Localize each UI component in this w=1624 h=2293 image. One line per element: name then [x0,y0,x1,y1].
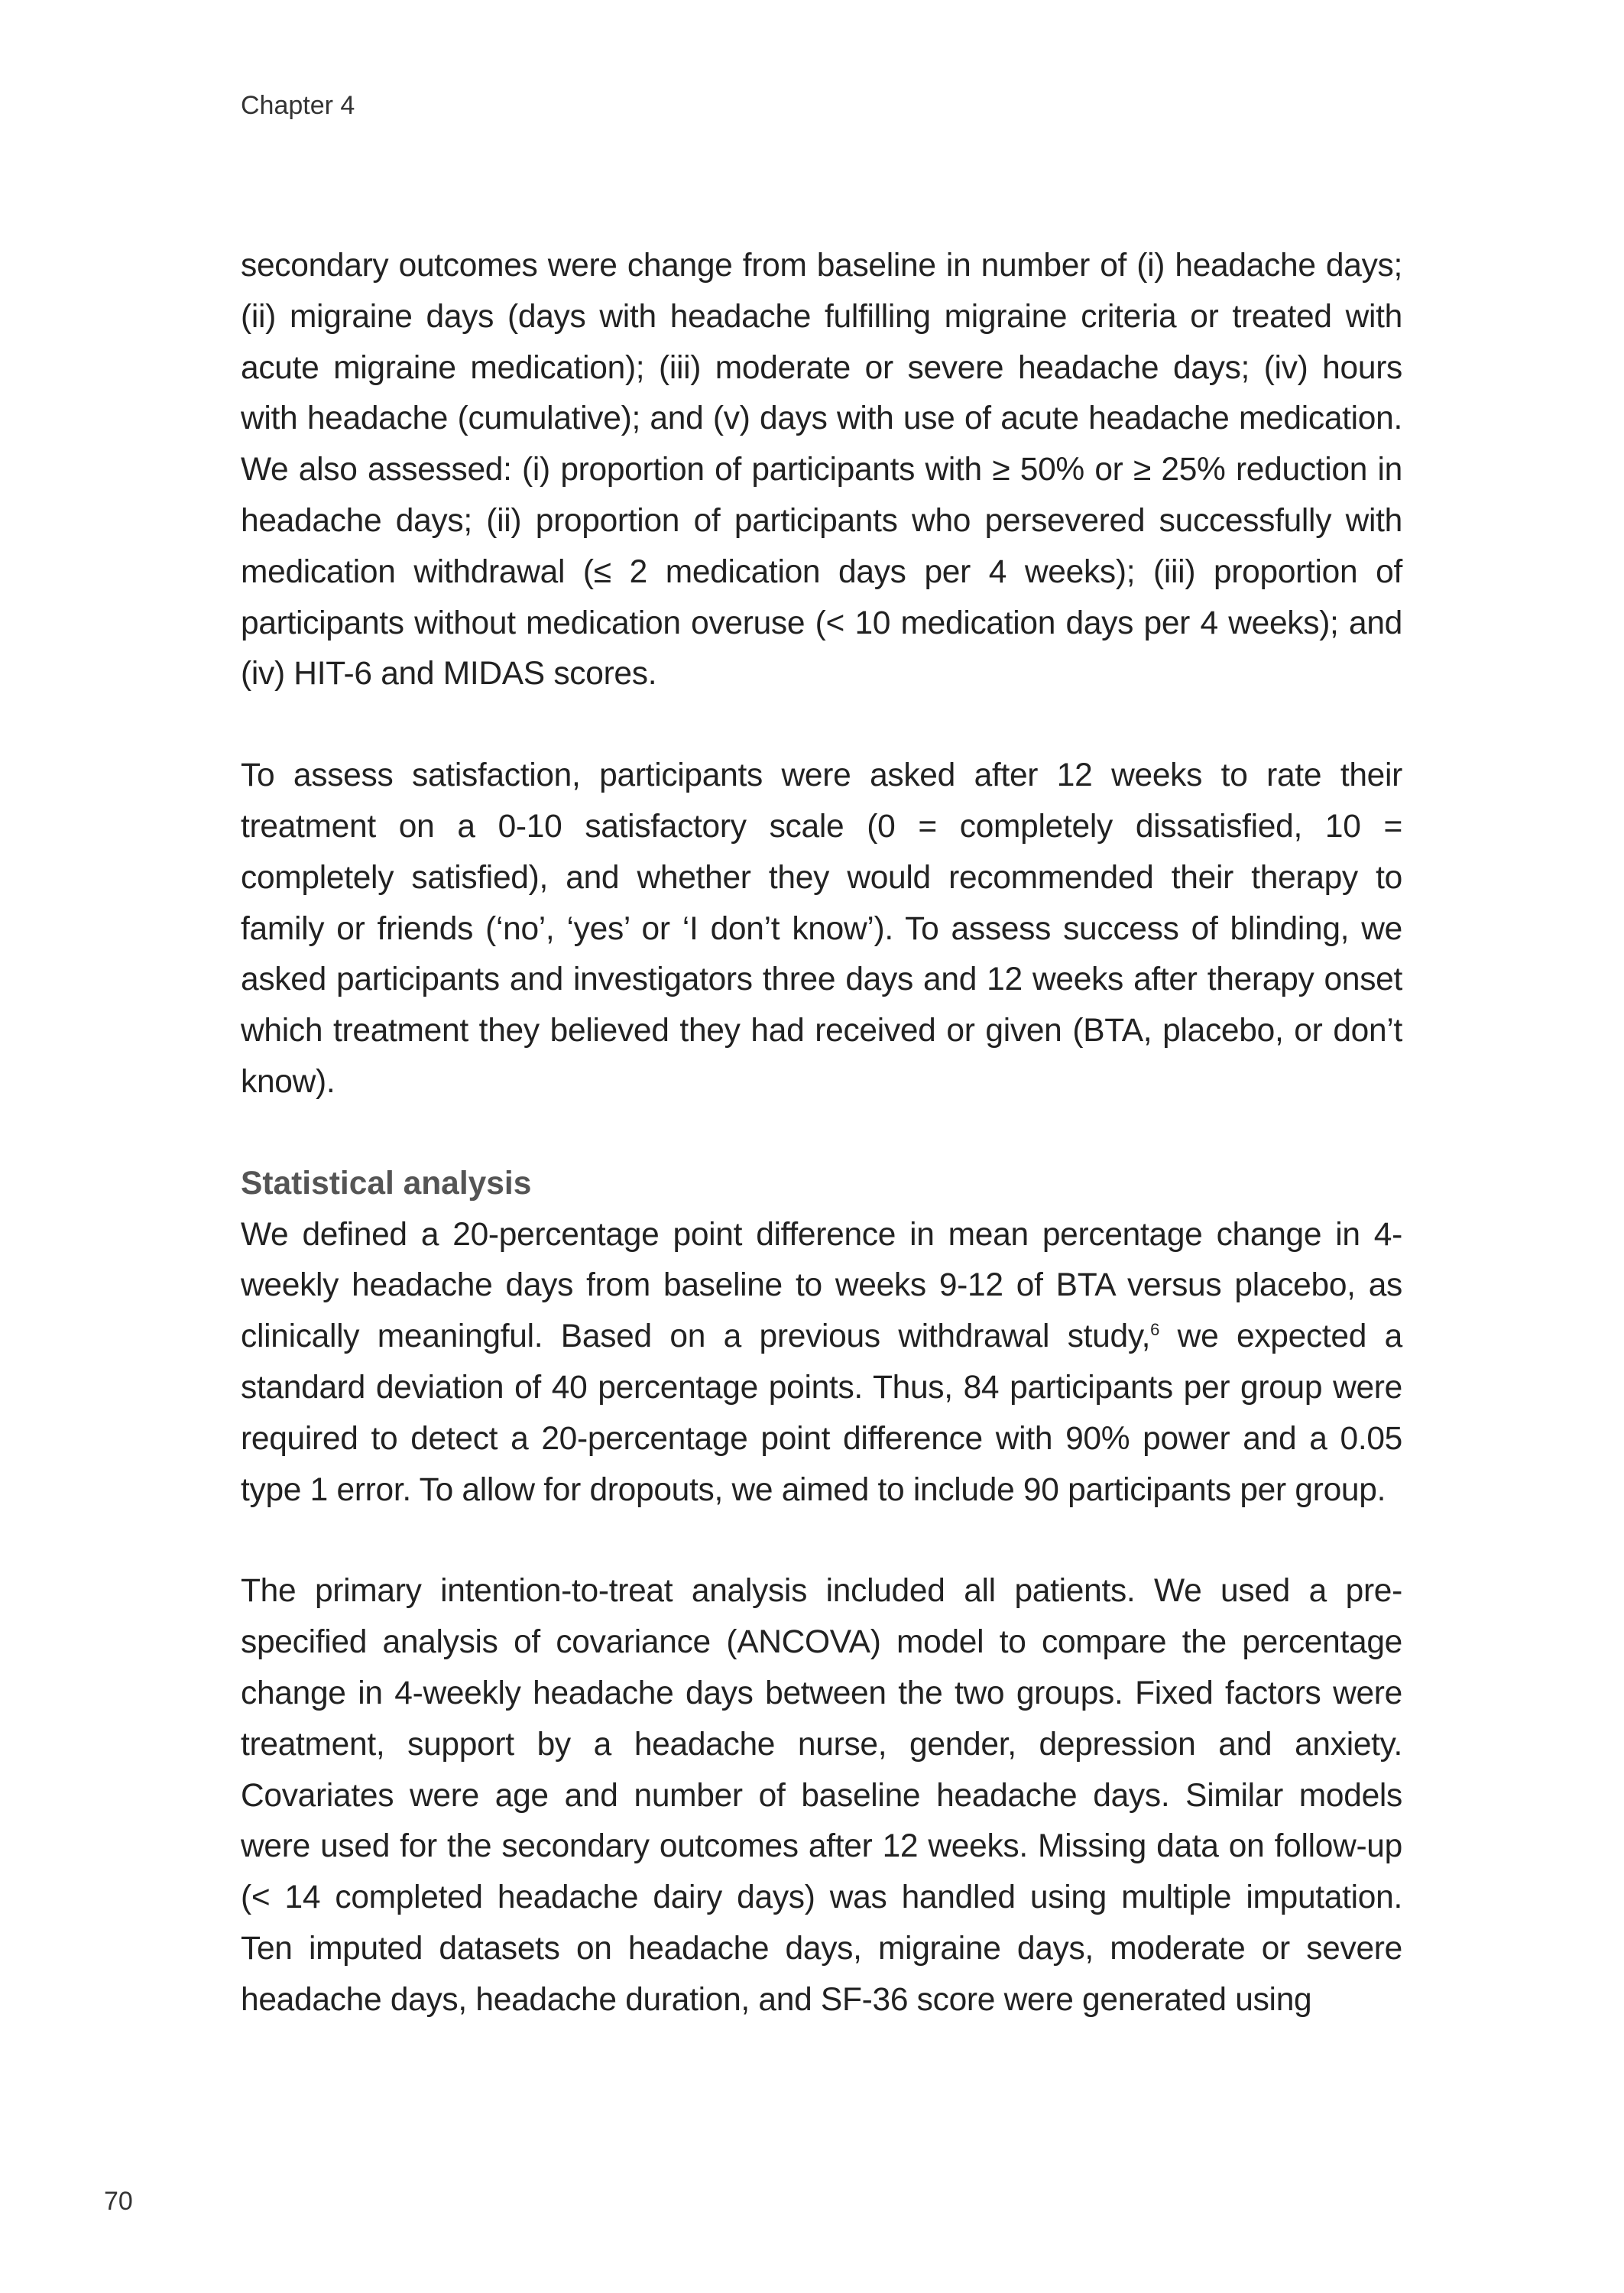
body-paragraph-analysis-method: The primary intention-to-treat analysis included all patients. We used a pre-specified analysis of covariance (ANCOVA) model to compare the percentage change in 4-weekly headache days between the two groups. Fixed factors were treatment, support by a headache nurse, gender, depression and anxiety. Covariates were age and number of baseline headache days. Similar models were used for the secondary outcomes after 12 weeks. Missing data on follow-up (< 14 completed headache dairy days) was handled using multiple imputation. Ten imputed datasets on headache days, migraine days, moderate or severe headache days, headache duration, and SF-36 score were generated using [241,1573,1402,2018]
body-paragraph-secondary-outcomes: secondary outcomes were change from baseline in number of (i) headache days; (ii) migraine days (days with headache fulfilling migraine criteria or treated with acute migraine medication); (iii) moderate or severe headache days; (iv) hours with headache (cumulative); and (v) days with use of acute headache medication. We also assessed: (i) proportion of participants with ≥ 50% or ≥ 25% reduction in headache days; (ii) proportion of participants who persevered successfully with medication withdrawal (≤ 2 medication days per 4 weeks); (iii) proportion of participants without medication overuse (< 10 medication days per 4 weeks); and (iv) HIT-6 and MIDAS scores. [241,248,1402,692]
page-number: 70 [104,2187,133,2216]
section-heading: Statistical analysis [241,1165,532,1202]
sample-size-text-part2: we expected a standard deviation of 40 percentage points. Thus, 84 participants per group were required to detect a 20-percentage point difference with 90% power and a 0.05 type 1 error. To allow for dropouts, we aimed to include 90 participants per group. [241,1318,1402,1508]
page-body [241,241,1402,2026]
sample-size-text-part1: We defined a 20-percentage point difference in mean percentage change in 4-weekly headache days from baseline to weeks 9-12 of BTA versus placebo, as clinically meaningful. Based on a previous withdrawal study, [241,1216,1402,1355]
running-head: Chapter 4 [241,91,355,120]
statistical-analysis-section [241,1159,1402,1516]
body-paragraph-sample-size [241,1210,1402,1516]
reference-superscript: 6 [1150,1319,1160,1339]
body-paragraph-satisfaction: To assess satisfaction, participants were asked after 12 weeks to rate their treatment on a 0-10 satisfactory scale (0 = completely dissatisfied, 10 = completely satisfied), and whether they would recommended their therapy to family or friends (‘no’, ‘yes’ or ‘I don’t know’). To assess success of blinding, we asked participants and investigators three days and 12 weeks after therapy onset which treatment they believed they had received or given (BTA, placebo, or don’t know). [241,757,1402,1100]
